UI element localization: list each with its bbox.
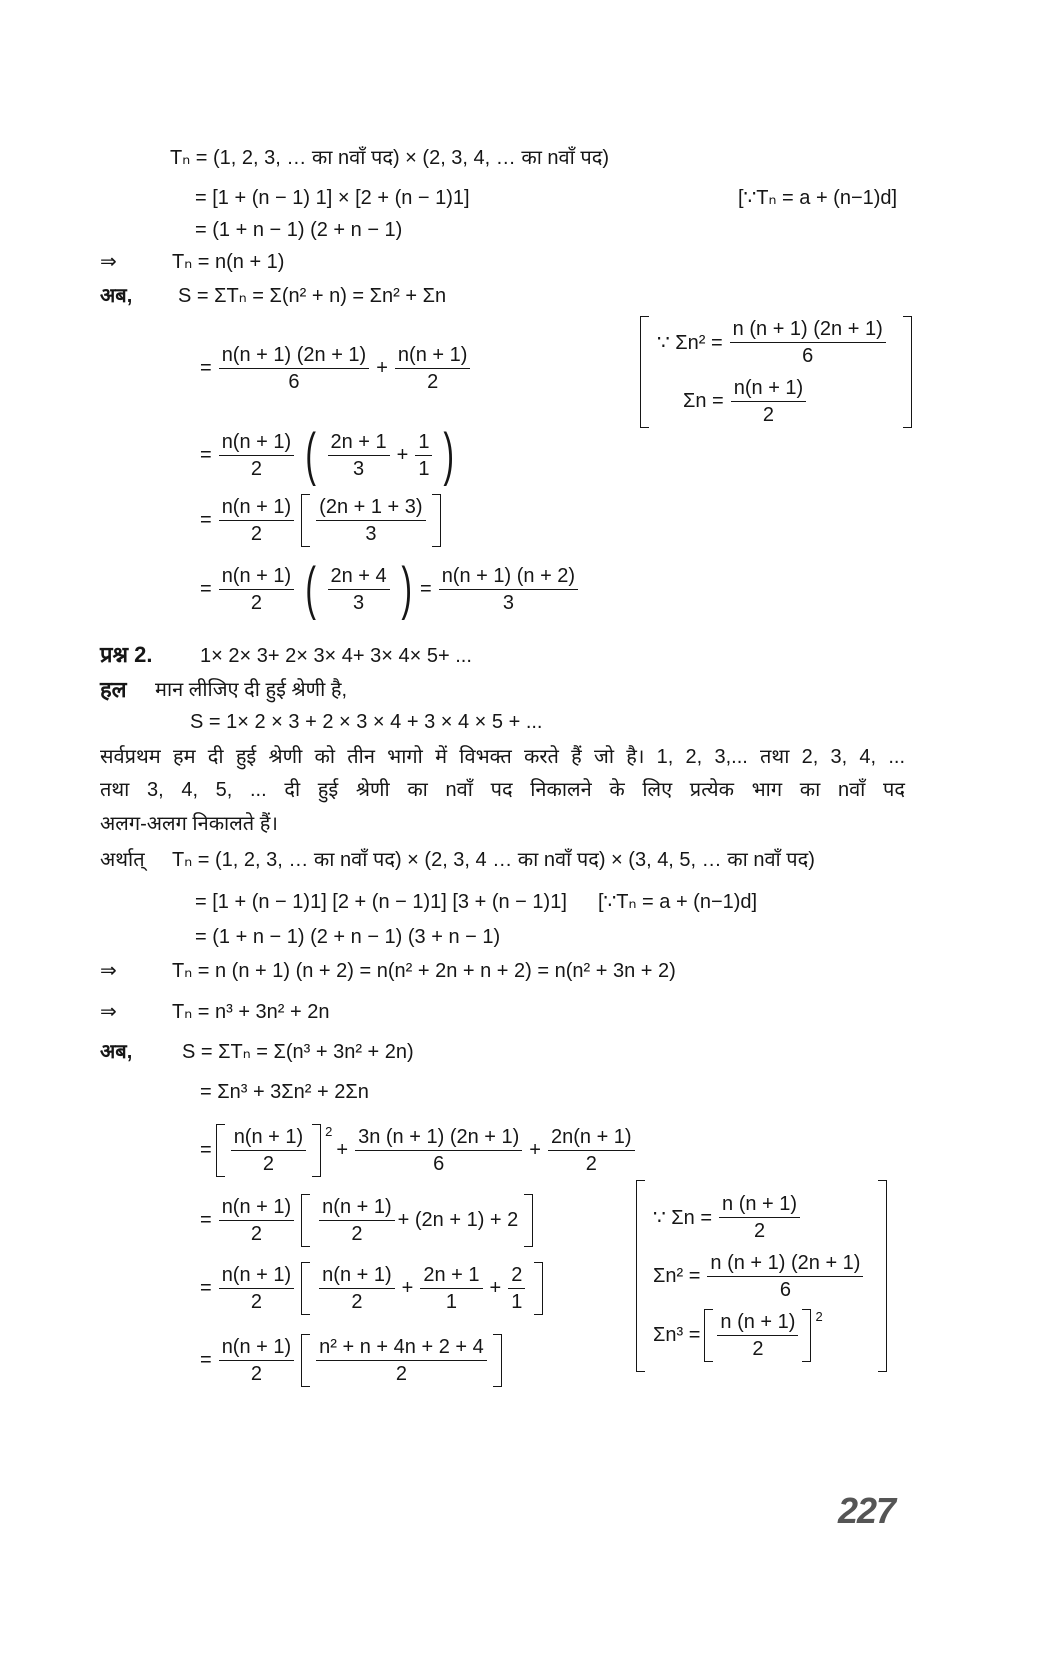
numerator: n (n + 1)	[719, 1191, 800, 1218]
numerator: n(n + 1)	[731, 375, 806, 402]
denominator: 2	[395, 1363, 408, 1385]
solution-intro: मान लीजिए दी हुई श्रेणी है,	[155, 679, 348, 701]
denominator: 1	[418, 457, 430, 480]
sum-expression: S = ΣTₙ = Σ(n² + n) = Σn² + Σn	[178, 285, 447, 307]
ab-label-2: अब,	[100, 1041, 133, 1063]
numerator: n(n + 1)	[219, 1262, 294, 1289]
open-paren: (	[305, 556, 317, 621]
denominator: 3	[365, 523, 377, 545]
numerator: n(n + 1)	[219, 563, 294, 590]
sum-n-label: Σn =	[683, 390, 724, 412]
numerator: 2n + 1	[420, 1262, 482, 1289]
ab-label: अब,	[100, 285, 133, 307]
denominator: 2	[250, 1223, 262, 1245]
solution-label: हल	[100, 677, 127, 702]
numerator: n(n + 1)	[219, 429, 294, 456]
page-number: 227	[838, 1490, 896, 1531]
plus: +	[489, 1277, 502, 1299]
ap-formula-note: [∵Tₙ = a + (n−1)d]	[738, 187, 898, 209]
denominator: 2	[250, 591, 262, 614]
equals: =	[200, 443, 212, 466]
denominator: 2	[753, 1219, 766, 1242]
sum-step-1	[200, 342, 473, 395]
numerator: n(n + 1)	[219, 494, 294, 521]
tn-definition: Tₙ = (1, 2, 3, … का nवाँ पद) × (2, 3, 4, … का nवाँ पद)	[170, 147, 610, 169]
numerator: n(n + 1)	[219, 1334, 294, 1361]
numerator: 3n (n + 1) (2n + 1)	[355, 1124, 522, 1151]
plus: +	[401, 1277, 414, 1299]
denominator: 3	[502, 591, 514, 614]
expression-tail: + (2n + 1) + 2	[397, 1209, 519, 1231]
sum2-step-4	[200, 1262, 543, 1315]
implies-symbol: ⇒	[100, 1001, 117, 1023]
denominator: 2	[752, 1337, 764, 1360]
numerator: n(n + 1)	[219, 1194, 294, 1221]
exponent: 2	[815, 1308, 823, 1324]
tn-definition-2: Tₙ = (1, 2, 3, … का nवाँ पद) × (2, 3, 4 … का nवाँ पद) × (3, 4, 5, … का nवाँ पद)	[172, 849, 815, 871]
numerator: n(n + 1)	[395, 342, 470, 369]
denominator: 2	[351, 1223, 363, 1245]
sum2-expression: S = ΣTₙ = Σ(n³ + 3n² + 2n)	[182, 1041, 414, 1063]
question-label: प्रश्न 2.	[100, 642, 153, 667]
numerator: 2n + 4	[328, 563, 390, 590]
equals: =	[200, 1209, 212, 1231]
equals: =	[200, 357, 212, 379]
numerator: n(n + 1) (n + 2)	[439, 563, 578, 590]
denominator: 3	[353, 457, 365, 480]
plus: +	[529, 1139, 541, 1161]
equals: =	[200, 577, 212, 600]
denominator: 1	[511, 1291, 523, 1313]
sum-step-4	[200, 556, 581, 621]
equals: =	[420, 577, 432, 600]
numerator: 2n + 1	[328, 429, 390, 456]
sum-n-squared-label: ∵ Σn² =	[657, 332, 723, 354]
denominator: 2	[762, 404, 775, 426]
sum2-step-3	[200, 1194, 533, 1247]
equals: =	[200, 1277, 212, 1299]
plus: +	[336, 1139, 349, 1161]
numerator: n (n + 1) (2n + 1)	[730, 316, 886, 343]
tn2-result: Tₙ = n³ + 3n² + 2n	[172, 1001, 330, 1023]
ap-formula-note-2: [∵Tₙ = a + (n−1)d]	[598, 891, 758, 913]
sum-n-label: ∵ Σn =	[653, 1206, 713, 1229]
tn-step-1: = [1 + (n − 1) 1] × [2 + (n − 1)1]	[195, 187, 470, 209]
numerator: 2n(n + 1)	[548, 1124, 635, 1151]
numerator: n (n + 1) (2n + 1)	[707, 1250, 863, 1277]
fraction	[395, 342, 470, 395]
implies-symbol: ⇒	[100, 960, 117, 982]
tn-step-2: = (1 + n − 1) (2 + n − 1)	[195, 219, 403, 241]
denominator: 2	[250, 457, 262, 480]
sum-n-squared-label: Σn² =	[653, 1264, 701, 1287]
numerator: 2	[508, 1262, 525, 1289]
formula-box-1	[640, 316, 912, 428]
question-series: 1× 2× 3+ 2× 3× 4+ 3× 4× 5+ ...	[200, 645, 472, 667]
denominator: 6	[802, 345, 814, 367]
equals: =	[200, 509, 212, 531]
numerator: n(n + 1) (2n + 1)	[219, 342, 370, 369]
close-paren: )	[401, 556, 412, 621]
sum2-step-2	[200, 1124, 638, 1177]
denominator: 2	[427, 371, 439, 393]
tn2-step-3: Tₙ = n (n + 1) (n + 2) = n(n² + 2n + n + 2) = n(n² + 3n + 2)	[172, 960, 676, 982]
tn2-step-1: = [1 + (n − 1)1] [2 + (n − 1)1] [3 + (n − 1)1]	[195, 891, 567, 913]
numerator: n (n + 1)	[717, 1309, 798, 1336]
sum-step-3	[200, 494, 441, 547]
formula-box-2	[636, 1180, 887, 1372]
sum-n-cubed-label: Σn³ =	[653, 1323, 701, 1346]
denominator: 6	[433, 1153, 445, 1175]
numerator: 1	[415, 429, 432, 456]
explanation-line-3: अलग-अलग निकालते हैं।	[100, 813, 278, 835]
arthat-label: अर्थात्	[100, 849, 145, 871]
equals: =	[200, 1139, 212, 1161]
denominator: 2	[250, 1363, 262, 1385]
denominator: 2	[250, 1291, 262, 1313]
tn2-step-2: = (1 + n − 1) (2 + n − 1) (3 + n − 1)	[195, 926, 501, 948]
numerator: n(n + 1)	[319, 1262, 394, 1289]
denominator: 2	[250, 523, 262, 545]
denominator: 2	[262, 1153, 274, 1175]
numerator: n(n + 1)	[231, 1124, 306, 1151]
numerator: (2n + 1 + 3)	[316, 494, 425, 521]
sum2-step-5	[200, 1334, 502, 1387]
numerator: n(n + 1)	[319, 1194, 394, 1221]
exponent: 2	[325, 1124, 333, 1139]
plus: +	[376, 357, 388, 379]
denominator: 6	[288, 371, 300, 393]
sum2-step-1: = Σn³ + 3Σn² + 2Σn	[200, 1081, 369, 1103]
plus: +	[396, 443, 409, 466]
numerator: n² + n + 4n + 2 + 4	[316, 1334, 487, 1361]
denominator: 3	[353, 591, 365, 614]
denominator: 2	[585, 1153, 597, 1175]
denominator: 2	[351, 1291, 363, 1313]
series-definition: S = 1× 2 × 3 + 2 × 3 × 4 + 3 × 4 × 5 + ...	[190, 711, 543, 733]
fraction	[219, 342, 370, 395]
equals: =	[200, 1349, 212, 1371]
sum-step-2	[200, 422, 459, 487]
open-paren: (	[305, 422, 317, 487]
denominator: 1	[445, 1291, 457, 1313]
denominator: 6	[779, 1278, 791, 1301]
tn-result: Tₙ = n(n + 1)	[172, 251, 285, 273]
explanation-line-2: तथा 3, 4, 5, ... दी हुई श्रेणी का nवाँ पद निकालने के लिए प्रत्येक भाग का nवाँ पद	[100, 779, 905, 801]
explanation-line-1: सर्वप्रथम हम दी हुई श्रेणी को तीन भागो में विभक्त करते हैं जो है। 1, 2, 3,... तथा 2, 3, 4, ...	[100, 746, 905, 768]
implies-symbol: ⇒	[100, 251, 117, 273]
close-paren: )	[443, 422, 455, 487]
